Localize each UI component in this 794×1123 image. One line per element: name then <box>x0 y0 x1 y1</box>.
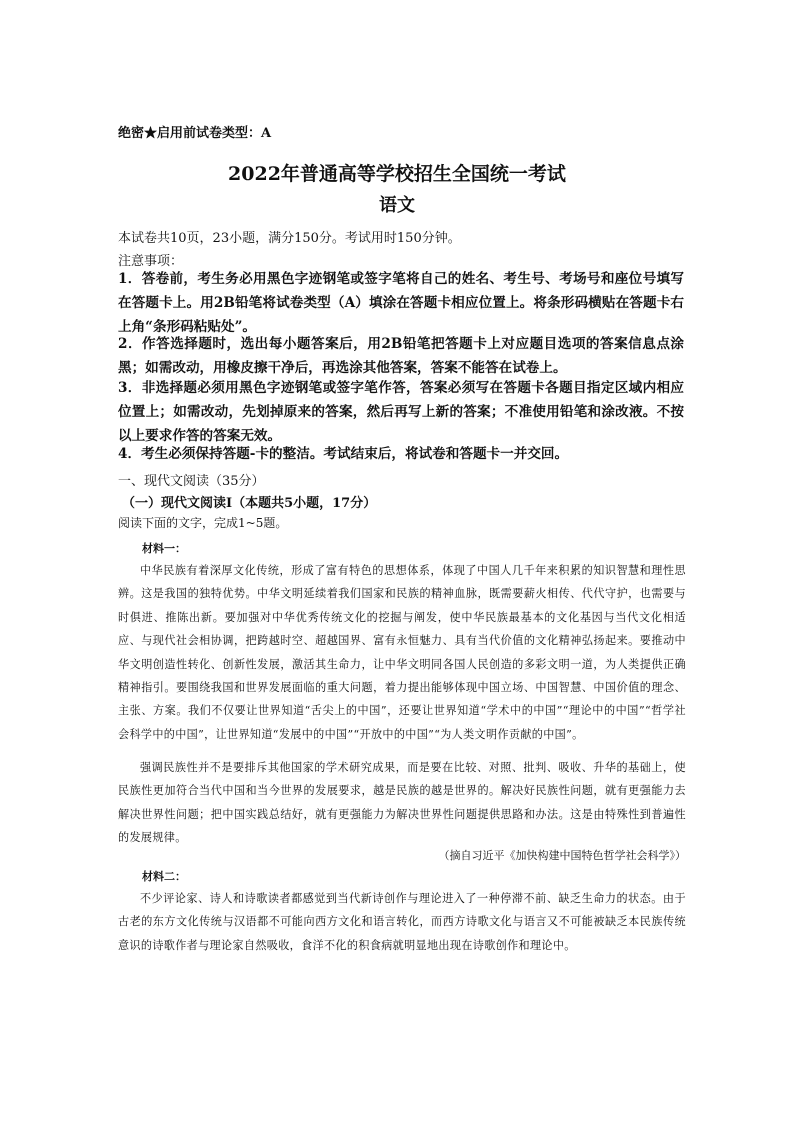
material-two-paragraph: 不少评论家、诗人和诗歌读者都感觉到当代新诗创作与理论进入了一种停滞不前、缺乏生命力的状态。由于古老的东方文化传统与汉语都不可能向西方文化和语言转化，而西方诗歌文化与语言又不可能被缺乏本民族传统意识的诗歌作者与理论家自然吸收，食洋不化的积食病就明显地出现在诗歌创作和理论中。 <box>118 892 686 952</box>
material-one-paragraph: 中华民族有着深厚文化传统，形成了富有特色的思想体系，体现了中国人几千年来积累的知识智慧和理性思辨。这是我国的独特优势。中华文明延续着我们国家和民族的精神血脉，既需要薪火相传、代代守护，也需要与时俱进、推陈出新。要加强对中华优秀传统文化的挖掘与阐发，使中华民族最基本的文化基因与当代文化相适应、与现代社会相协调，把跨越时空、超越国界、富有永恒魅力、具有当代价值的文化精神弘扬起来。要推动中华文明创造性转化、创新性发展，激活其生命力，让中华文明同各国人民创造的多彩文明一道，为人类提供正确精神指引。要围绕我国和世界发展面临的重大问题，着力提出能够体现中国立场、中国智慧、中国价值的理念、主张、方案。我们不仅要让世界知道“舌尖上的中国”，还要让世界知道“学术中的中国”“理论中的中国”“哲学社会科学中的中国”，让世界知道“发展中的中国”“开放中的中国”“为人类文明作贡献的中国”。 <box>118 564 686 741</box>
subject-title: 语文 <box>379 195 415 216</box>
note-item: 4．考生必须保持答题-卡的整洁。考试结束后，将试卷和答题卡一并交回。 <box>118 446 569 462</box>
note-item: 3．非选择题必须用黑色字迹钢笔或签字笔作答，答案必须写在答题卡各题目指定区域内相应位置上；如需改动，先划掉原来的答案，然后再写上新的答案；不准使用铅笔和涂改液。不按以上要求作答的答案无效。 <box>118 380 684 444</box>
confidential-label: 绝密★启用前试卷类型：A <box>118 126 272 141</box>
note-item: 1．答卷前，考生务必用黑色字迹钢笔或签字笔将自己的姓名、考生号、考场号和座位号填写在答题卡上。用2B铅笔将试卷类型（A）填涂在答题卡相应位置上。将条形码横贴在答题卡右上角“条形码粘贴处”。 <box>118 271 684 335</box>
exam-intro: 本试卷共10页，23小题，满分150分。考试用时150分钟。 <box>118 231 461 246</box>
material-two-label: 材料二： <box>142 870 186 883</box>
note-item: 2．作答选择题时，选出每小题答案后，用2B铅笔把答题卡上对应题目选项的答案信息点涂黑；如需改动，用橡皮擦干净后，再选涂其他答案，答案不能答在试卷上。 <box>118 336 684 376</box>
section-subtitle: （一）现代文阅读Ⅰ（本题共5小题，17分） <box>122 496 377 511</box>
notes-heading: 注意事项： <box>118 254 184 269</box>
material-one-label: 材料一： <box>142 542 186 555</box>
section-title: 一、现代文阅读（35分） <box>118 474 265 489</box>
material-one-paragraph: 强调民族性并不是要排斥其他国家的学术研究成果，而是要在比较、对照、批判、吸收、升华的基础上，使民族性更加符合当代中国和当今世界的发展要求，越是民族的越是世界的。解决好民族性问题，就有更强能力去解决世界性问题；把中国实践总结好，就有更强能力为解决世界性问题提供思路和办法。这是由特殊性到普遍性的发展规律。 <box>118 761 686 845</box>
exam-title: 2022年普通高等学校招生全国统一考试 <box>228 163 566 185</box>
material-one-source: （摘自习近平《加快构建中国特色哲学社会科学》） <box>438 849 686 862</box>
reading-instruction: 阅读下面的文字，完成1~5题。 <box>118 516 288 530</box>
